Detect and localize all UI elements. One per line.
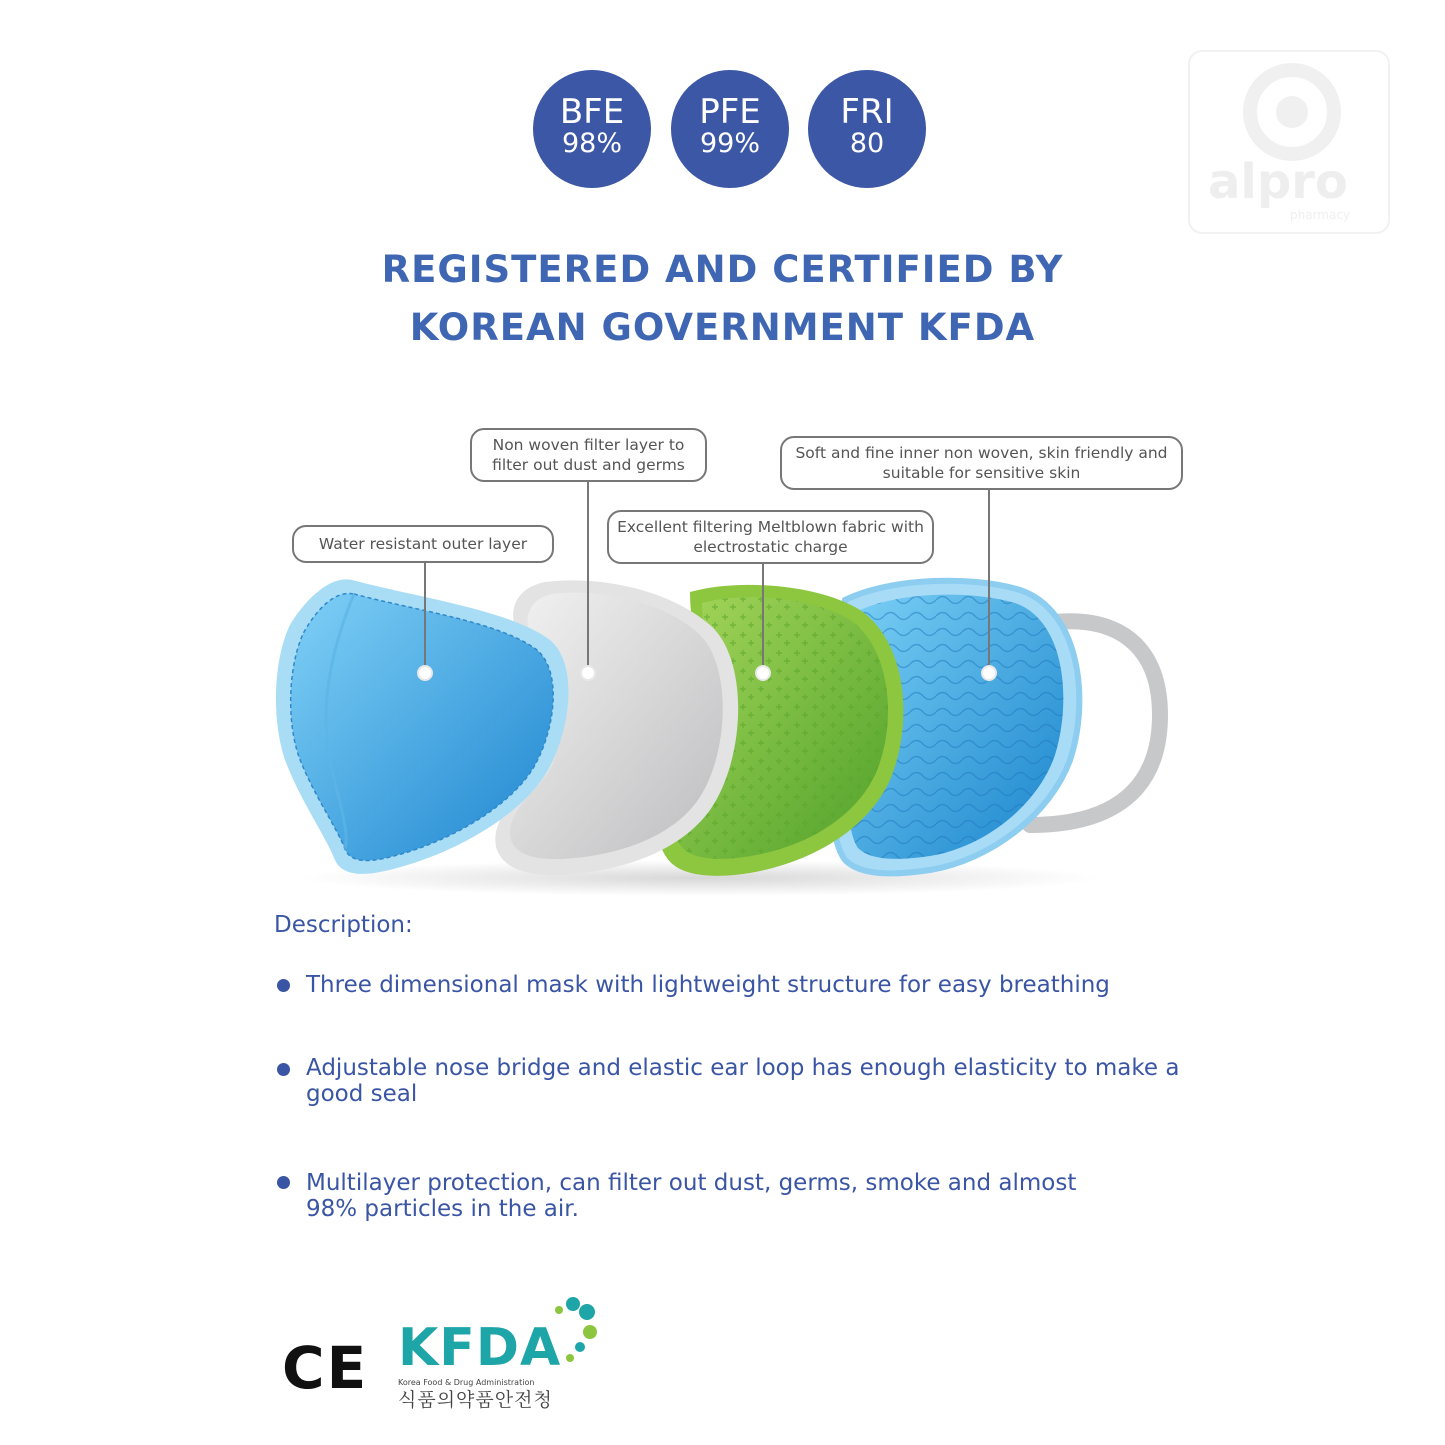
kfda-logo-text: KFDA [398, 1318, 562, 1378]
marker-dot-outer [417, 665, 433, 681]
callout-inner-layer: Soft and fine inner non woven, skin friendly and suitable for sensitive skin [780, 436, 1183, 490]
badge-bfe-label: BFE [559, 92, 625, 132]
callout-filter-layer: Non woven filter layer to filter out dust and germs [470, 428, 707, 482]
bullet-dot-3 [277, 1176, 290, 1189]
callout-outer-layer: Water resistant outer layer [292, 525, 554, 563]
description-bullet-2: Adjustable nose bridge and elastic ear loop has enough elasticity to make a good seal [306, 1055, 1180, 1107]
headline-line-2: KOREAN GOVERNMENT KFDA [409, 306, 1036, 349]
badge-bfe-value: 98% [561, 128, 622, 159]
marker-dot-meltblown [755, 665, 771, 681]
alpro-watermark-text: alpro [1208, 154, 1348, 210]
alpro-watermark-subtext: pharmacy [1290, 208, 1351, 222]
leader-line-inner [988, 490, 990, 666]
description-title: Description: [274, 912, 413, 938]
headline-line-1: REGISTERED AND CERTIFIED BY [381, 248, 1064, 291]
badge-pfe-value: 99% [699, 128, 760, 159]
badge-pfe-label: PFE [699, 92, 761, 132]
marker-dot-inner [981, 665, 997, 681]
badge-fri-value: 80 [849, 128, 885, 159]
marker-dot-filter [580, 665, 596, 681]
description-bullet-1: Three dimensional mask with lightweight structure for easy breathing [306, 972, 1110, 998]
badge-fri-label: FRI [840, 92, 894, 132]
kfda-dots-icon [535, 1292, 605, 1372]
leader-line-filter [587, 482, 589, 666]
kfda-subtitle: Korea Food & Drug Administration [398, 1378, 535, 1387]
leader-line-outer [424, 563, 426, 667]
bullet-dot-2 [277, 1063, 290, 1076]
bullet-dot-1 [277, 979, 290, 992]
description-bullet-3: Multilayer protection, can filter out dust, germs, smoke and almost 98% particles in the air. [306, 1170, 1077, 1222]
kfda-korean-name: 식품의약품안전청 [398, 1389, 553, 1411]
leader-line-meltblown [762, 564, 764, 666]
callout-meltblown-layer: Excellent filtering Meltblown fabric with electrostatic charge [607, 510, 934, 564]
ce-mark-logo: CE [282, 1334, 369, 1402]
